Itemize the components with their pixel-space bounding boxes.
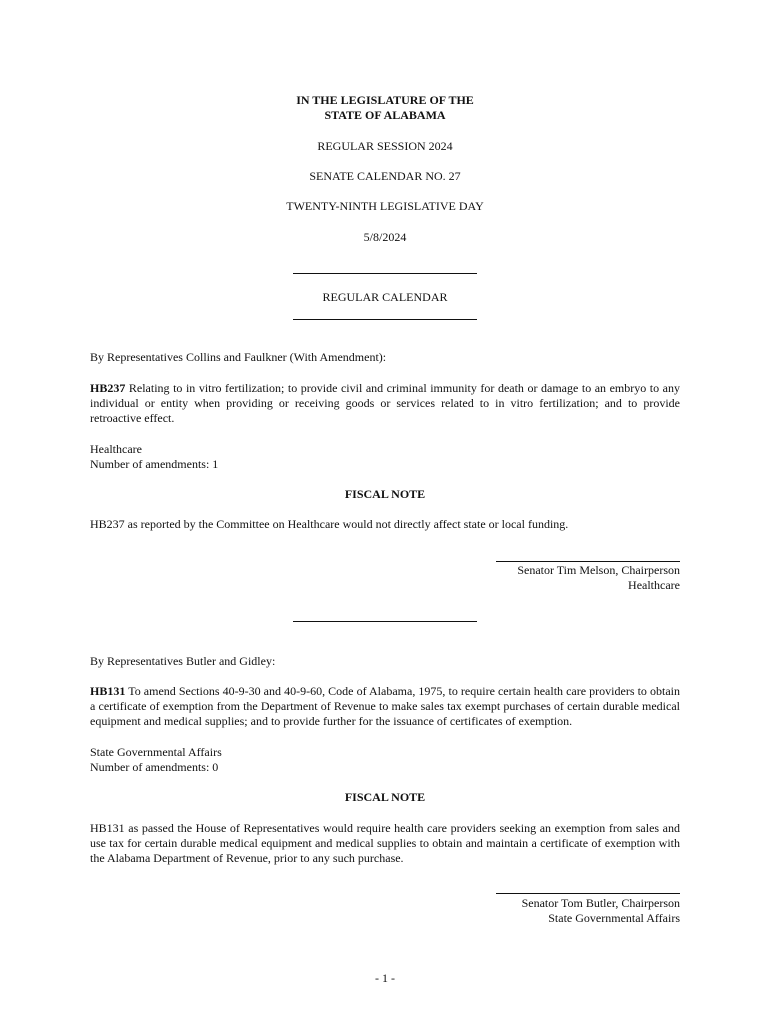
fiscal-note-text: HB131 as passed the House of Representatives would require health care providers seeking an exemption from sales and use tax for certain durable medical equipment and medical supplies to obtain and maintain a certificate of exemption with the Alabama Department of Revenue, prior to any such purchase. (90, 821, 680, 865)
bill-description: To amend Sections 40-9-30 and 40-9-60, Code of Alabama, 1975, to require certain health care providers to obtain a certificate of exemption from the Department of Revenue to make sales tax exempt purchases of certain durable medical equipment and medical supplies; and to provide further for the issuance of certificates of exemption. (90, 684, 680, 728)
bill-committee: Healthcare (90, 442, 142, 456)
bill-number[interactable]: HB237 (90, 381, 126, 395)
bill-description: Relating to in vitro fertilization; to provide civil and criminal immunity for death or damage to an embryo to any individual or entity when providing or receiving goods or services related to in vitro fertilization; and to provide retroactive effect. (90, 381, 680, 425)
legislative-day: TWENTY-NINTH LEGISLATIVE DAY (286, 199, 484, 213)
signature-line (496, 893, 680, 894)
signer-name: Senator Tim Melson, Chairperson (517, 563, 680, 577)
signer-committee: Healthcare (628, 578, 680, 592)
signer-committee: State Governmental Affairs (548, 911, 680, 925)
divider-rule (293, 319, 477, 320)
section-title: REGULAR CALENDAR (322, 290, 448, 304)
bill-amendments: Number of amendments: 1 (90, 457, 219, 471)
bill-committee: State Governmental Affairs (90, 745, 222, 759)
page-number: - 1 - (375, 971, 395, 985)
bill-amendments: Number of amendments: 0 (90, 760, 219, 774)
fiscal-note-text: HB237 as reported by the Committee on Healthcare would not directly affect state or local funding. (90, 517, 569, 531)
legislature-heading-line1: IN THE LEGISLATURE OF THE (296, 93, 474, 107)
session-label: REGULAR SESSION 2024 (317, 139, 453, 153)
bill-summary (90, 684, 680, 729)
bill-sponsors: By Representatives Butler and Gidley: (90, 654, 276, 668)
fiscal-note-title: FISCAL NOTE (344, 487, 426, 501)
legislature-heading-line2: STATE OF ALABAMA (324, 108, 446, 122)
signer-name: Senator Tom Butler, Chairperson (521, 896, 680, 910)
bill-summary (90, 381, 680, 426)
bill-sponsors: By Representatives Collins and Faulkner (With Amendment): (90, 350, 387, 364)
bill-number[interactable]: HB131 (90, 684, 126, 698)
calendar-date: 5/8/2024 (363, 230, 407, 244)
signature-line (496, 561, 680, 562)
divider-rule (293, 273, 477, 274)
divider-rule (293, 621, 477, 622)
calendar-number: SENATE CALENDAR NO. 27 (309, 169, 461, 183)
fiscal-note-title: FISCAL NOTE (344, 790, 426, 804)
